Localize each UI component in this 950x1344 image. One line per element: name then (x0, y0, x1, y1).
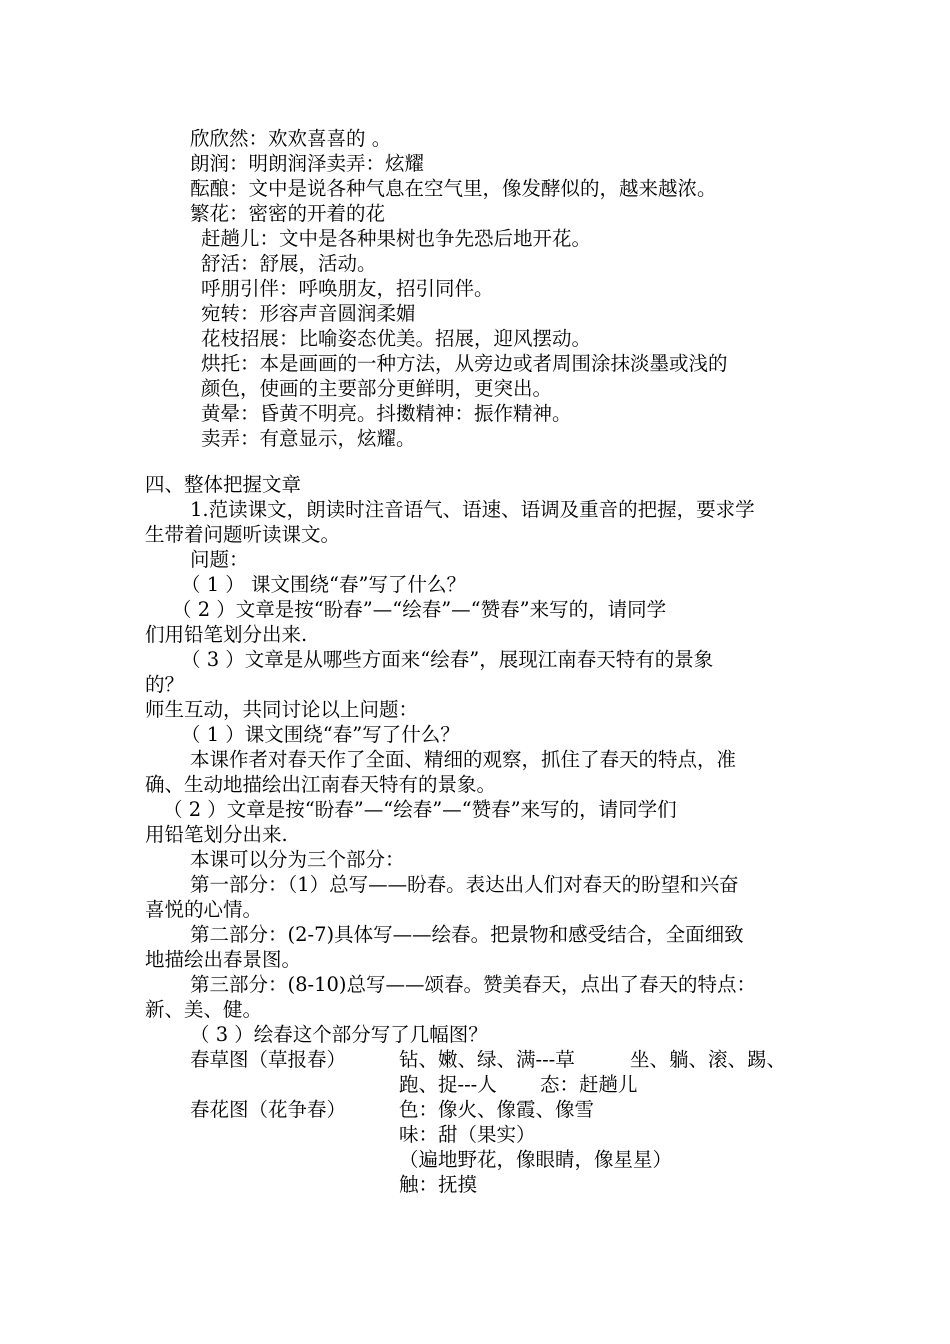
grass-picture-detail: 钻、嫩、绿、满---草 (399, 1048, 575, 1071)
question-line: （ 2 ）文章是按“盼春”—“绘春”—“赞春”来写的，请同学们 (163, 798, 677, 821)
section-title: 四、整体把握文章 (145, 473, 302, 496)
paragraph-line: 本课可以分为三个部分： (190, 848, 405, 871)
flower-picture-label: 春花图（花争春） (190, 1098, 347, 1121)
vocab-line: 颜色，使画的主要部分更鲜明，更突出。 (201, 377, 553, 400)
paragraph-line: 用铅笔划分出来. (145, 823, 288, 846)
vocab-line: 宛转：形容声音圆润柔媚 (201, 302, 416, 325)
flower-picture-detail: 色：像火、像霞、像雪 (399, 1098, 595, 1121)
question-line: （ 2 ）文章是按“盼春”—“绘春”—“赞春”来写的，请同学 (172, 598, 667, 621)
vocab-line: 欣欣然：欢欢喜喜的 。 (190, 127, 392, 150)
grass-picture-detail: 态：赶趟儿 (540, 1073, 638, 1096)
grass-picture-detail: 坐、躺、滚、踢、 (630, 1048, 787, 1071)
paragraph-line: 确、生动地描绘出江南春天特有的景象。 (145, 773, 497, 796)
question-line: （ 3 ）文章是从哪些方面来“绘春”，展现江南春天特有的景象 (181, 648, 714, 671)
vocab-line: 烘托：本是画画的一种方法，从旁边或者周围涂抹淡墨或浅的 (201, 352, 728, 375)
paragraph-line: 喜悦的心情。 (145, 898, 263, 921)
vocab-line: 黄晕：昏黄不明亮。抖擞精神：振作精神。 (201, 402, 572, 425)
grass-picture-detail: 跑、捉---人 (399, 1073, 497, 1096)
grass-picture-label: 春草图（草报春） (190, 1048, 347, 1071)
flower-picture-detail: （遍地野花，像眼睛，像星星） (399, 1148, 673, 1171)
paragraph-line: 新、美、健。 (145, 998, 263, 1021)
vocab-line: 朗润：明朗润泽卖弄：炫耀 (190, 152, 425, 175)
paragraph-line: 问题： (190, 548, 249, 571)
paragraph-line: 们用铅笔划分出来. (145, 623, 308, 646)
paragraph-line: 第三部分：(8-10)总写——颂春。赞美春天，点出了春天的特点： (190, 973, 757, 996)
vocab-line: 繁花：密密的开着的花 (190, 202, 386, 225)
paragraph-line: 的？ (145, 673, 185, 696)
paragraph-line: 师生互动，共同讨论以上问题： (145, 698, 419, 721)
paragraph-line: 第一部分：（1）总写——盼春。表达出人们对春天的盼望和兴奋 (190, 873, 739, 896)
flower-picture-detail: 味：甜（果实） (399, 1123, 536, 1146)
vocab-line: 酝酿：文中是说各种气息在空气里，像发酵似的，越来越浓。 (190, 177, 717, 200)
vocab-line: 呼朋引伴：呼唤朋友，招引同伴。 (201, 277, 494, 300)
question-line: （ 1 ） 课文围绕“春”写了什么？ (181, 573, 466, 596)
paragraph-line: 生带着问题听读课文。 (145, 523, 341, 546)
question-line: （ 1 ）课文围绕“春”写了什么？ (181, 723, 460, 746)
vocab-line: 卖弄：有意显示，炫耀。 (201, 427, 416, 450)
paragraph-line: 本课作者对春天作了全面、精细的观察，抓住了春天的特点，准 (190, 748, 737, 771)
question-line: （ 3 ）绘春这个部分写了几幅图？ (190, 1023, 488, 1046)
vocab-line: 舒活：舒展，活动。 (201, 252, 377, 275)
paragraph-line: 第二部分：(2-7)具体写——绘春。把景物和感受结合，全面细致 (190, 923, 744, 946)
paragraph-line: 1.范读课文，朗读时注音语气、语速、语调及重音的把握，要求学 (190, 498, 755, 521)
vocab-line: 花枝招展：比喻姿态优美。招展，迎风摆动。 (201, 327, 592, 350)
paragraph-line: 地描绘出春景图。 (145, 948, 302, 971)
flower-picture-detail: 触：抚摸 (399, 1173, 478, 1196)
vocab-line: 赶趟儿：文中是各种果树也争先恐后地开花。 (201, 227, 592, 250)
